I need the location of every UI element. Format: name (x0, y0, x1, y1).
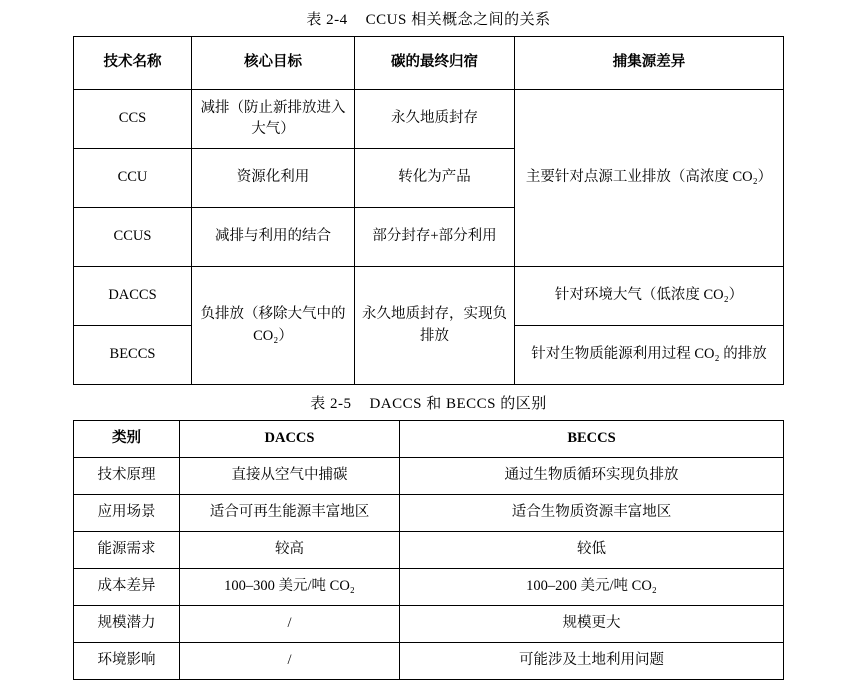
table-header-row (74, 37, 784, 90)
cell-category-principle: 技术原理 (74, 458, 180, 495)
cell-category-energy: 能源需求 (74, 532, 180, 569)
table-2-5-section (0, 392, 857, 680)
cell-beccs-cost: 100–200 美元/吨 CO₂ (400, 569, 784, 606)
table-2-4-caption-title: CCUS 相关概念之间的关系 (365, 12, 551, 28)
column-header-daccs: DACCS (180, 421, 400, 458)
cell-tech-name-ccus: CCUS (74, 208, 192, 267)
table-2-5-caption-title: DACCS 和 BECCS 的区别 (369, 396, 547, 412)
cell-daccs-cost: 100–300 美元/吨 CO₂ (180, 569, 400, 606)
cell-tech-name-ccs: CCS (74, 90, 192, 149)
table-header-row (74, 421, 784, 458)
table-2-4 (73, 36, 784, 385)
column-header-category: 类别 (74, 421, 180, 458)
cell-tech-name-beccs: BECCS (74, 326, 192, 385)
column-header-beccs: BECCS (400, 421, 784, 458)
table-2-5-caption (0, 392, 857, 413)
cell-source-daccs: 针对环境大气（低浓度 CO₂） (515, 267, 784, 326)
column-header-carbon-fate: 碳的最终归宿 (355, 37, 515, 90)
table-2-4-section (0, 8, 857, 385)
cell-fate-ccus: 部分封存+部分利用 (355, 208, 515, 267)
table-2-4-caption (0, 8, 857, 29)
cell-fate-ccs: 永久地质封存 (355, 90, 515, 149)
table-row (74, 458, 784, 495)
table-row (74, 606, 784, 643)
cell-source-beccs: 针对生物质能源利用过程 CO₂ 的排放 (515, 326, 784, 385)
cell-daccs-scenario: 适合可再生能源丰富地区 (180, 495, 400, 532)
cell-fate-geological-storage: 永久地质封存，实现负排放 (355, 267, 515, 385)
cell-goal-ccus: 减排与利用的结合 (192, 208, 355, 267)
cell-tech-name-ccu: CCU (74, 149, 192, 208)
cell-goal-ccs: 减排（防止新排放进入大气） (192, 90, 355, 149)
column-header-core-goal: 核心目标 (192, 37, 355, 90)
cell-beccs-principle: 通过生物质循环实现负排放 (400, 458, 784, 495)
table-row (74, 532, 784, 569)
cell-daccs-energy: 较高 (180, 532, 400, 569)
cell-beccs-scenario: 适合生物质资源丰富地区 (400, 495, 784, 532)
cell-source-point-emission: 主要针对点源工业排放（高浓度 CO₂） (515, 90, 784, 267)
cell-goal-negative-emission: 负排放（移除大气中的 CO₂） (192, 267, 355, 385)
cell-category-environment: 环境影响 (74, 643, 180, 680)
cell-beccs-scale: 规模更大 (400, 606, 784, 643)
cell-daccs-principle: 直接从空气中捕碳 (180, 458, 400, 495)
table-2-4-caption-number: 表 2-4 (306, 12, 348, 28)
column-header-capture-source: 捕集源差异 (515, 37, 784, 90)
cell-tech-name-daccs: DACCS (74, 267, 192, 326)
cell-category-scale: 规模潜力 (74, 606, 180, 643)
table-row (74, 569, 784, 606)
cell-goal-ccu: 资源化利用 (192, 149, 355, 208)
cell-daccs-environment: / (180, 643, 400, 680)
column-header-tech-name: 技术名称 (74, 37, 192, 90)
cell-beccs-environment: 可能涉及土地利用问题 (400, 643, 784, 680)
cell-category-scenario: 应用场景 (74, 495, 180, 532)
table-row (74, 495, 784, 532)
table-row (74, 267, 784, 326)
cell-beccs-energy: 较低 (400, 532, 784, 569)
cell-category-cost: 成本差异 (74, 569, 180, 606)
table-row (74, 643, 784, 680)
table-2-5 (73, 420, 784, 680)
cell-fate-ccu: 转化为产品 (355, 149, 515, 208)
table-2-5-caption-number: 表 2-5 (310, 396, 352, 412)
cell-daccs-scale: / (180, 606, 400, 643)
table-row (74, 90, 784, 149)
